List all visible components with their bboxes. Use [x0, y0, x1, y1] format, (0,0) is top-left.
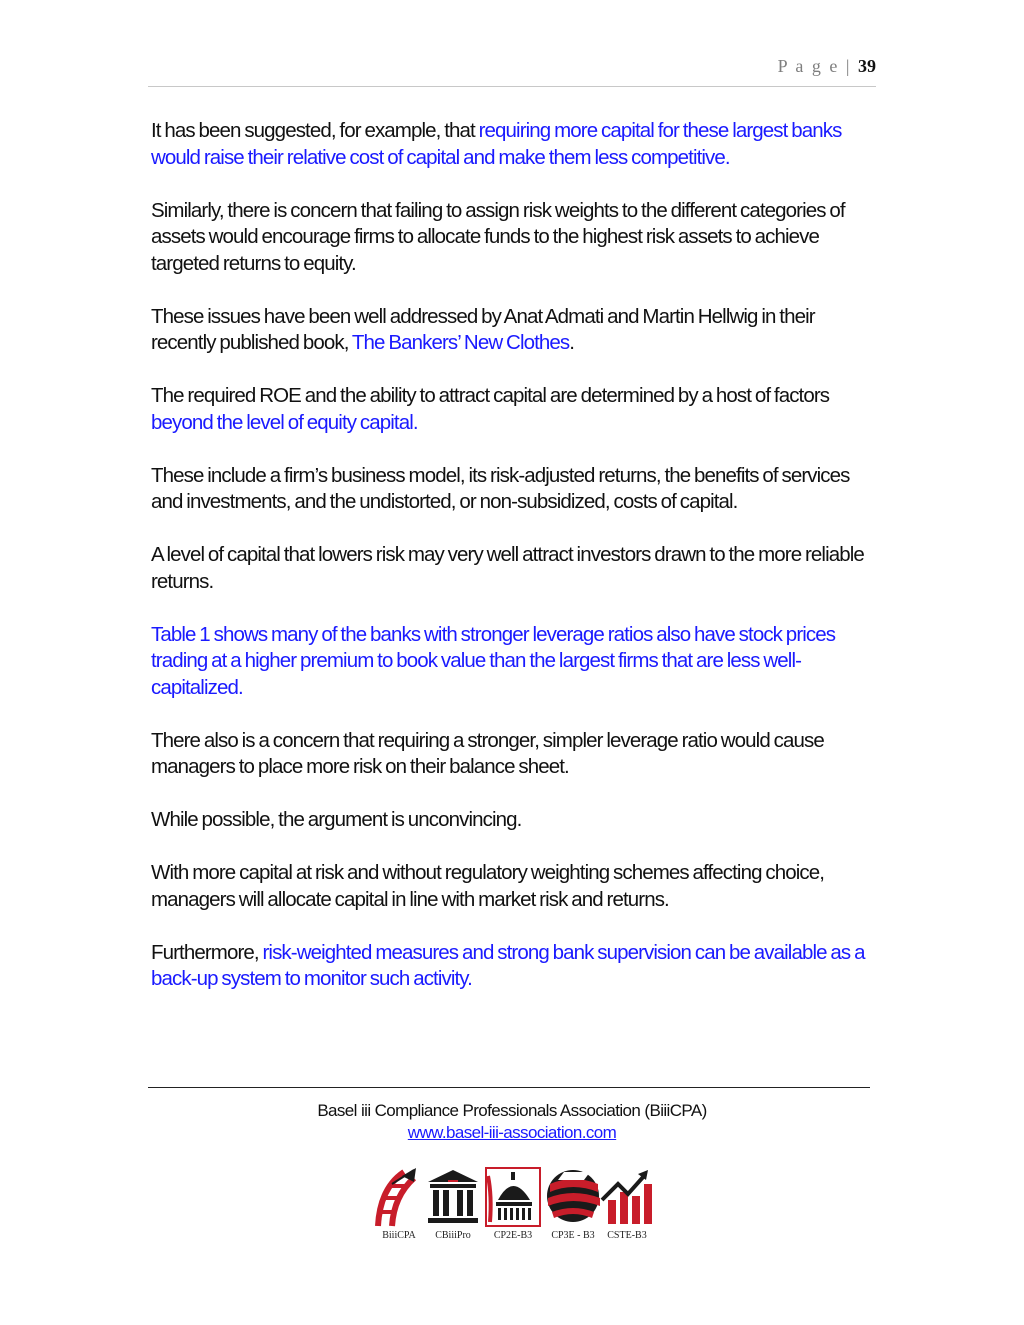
body-text-segment: A level of capital that lowers risk may very well attract investors drawn to the more reliable returns. [151, 543, 864, 593]
body-text-segment: Similarly, there is concern that failing to assign risk weights to the different categories of assets would encourage firms to allocate funds to the highest risk assets to achieve targeted returns to equity. [151, 198, 845, 275]
page-header [148, 56, 876, 87]
logo-label: BiiiCPA [382, 1230, 416, 1241]
body-text-segment: With more capital at risk and without regulatory weighting schemes affecting choice, managers will allocate capital in line with market risk and returns. [151, 861, 825, 911]
highlighted-text: risk-weighted measures and strong bank supervision can be available as a back-up system to monitor such activity. [151, 940, 865, 990]
logo-label: CP2E-B3 [493, 1230, 533, 1241]
capitol-dome-icon [484, 1166, 542, 1228]
logo-strip [370, 1166, 660, 1246]
paragraph [151, 622, 876, 702]
highlighted-text: beyond the level of equity capital. [151, 410, 418, 434]
chart-arrow-icon [598, 1166, 656, 1228]
paragraph [151, 940, 876, 993]
highlighted-text: Table 1 shows many of the banks with stronger leverage ratios also have stock prices trading at a higher premium to book value than the largest firms that are less well-capitalized. [151, 622, 836, 699]
body-text-segment: Furthermore, [151, 940, 263, 964]
paragraph [151, 304, 876, 357]
paragraph [151, 807, 876, 834]
highlighted-text: requiring more capital for these largest banks would raise their relative cost of capital and make them less competitive. [151, 119, 842, 169]
paragraph [151, 860, 876, 913]
cp2e-b3-logo [484, 1166, 542, 1246]
body-text-segment: While possible, the argument is unconvincing. [151, 808, 522, 831]
globe-stripes-icon [544, 1166, 602, 1228]
paragraph [151, 383, 876, 436]
page-number: 39 [858, 56, 876, 76]
cbiiipro-logo [424, 1166, 482, 1246]
page-separator: | [845, 56, 852, 76]
cste-b3-logo [598, 1166, 656, 1246]
body-text-segment: These include a firm’s business model, its risk-adjusted returns, the benefits of services and investments, and the undistorted, or non-subsidized, costs of capital. [151, 463, 850, 513]
paragraph [151, 463, 876, 516]
body-text-segment: These issues have been well addressed by Anat Admati and Martin Hellwig in their recently published book, [151, 304, 815, 354]
columns-building-icon [424, 1166, 482, 1228]
body-text-segment: There also is a concern that requiring a stronger, simpler leverage ratio would cause managers to place more risk on their balance sheet. [151, 728, 824, 778]
page-label: P a g e [777, 56, 840, 76]
highlighted-text: The Bankers’ New Clothes [351, 331, 570, 354]
body-text-segment: . [569, 331, 575, 354]
body-text-segment: It has been suggested, for example, that [151, 119, 479, 142]
body-text-segment: The required ROE and the ability to attract capital are determined by a host of factors [151, 384, 830, 407]
paragraph [151, 728, 876, 781]
paragraph [151, 542, 876, 595]
footer-website-link[interactable]: www.basel-iii-association.com [407, 1123, 617, 1142]
footer-divider [148, 1087, 870, 1088]
logo-label: CBiiiPro [435, 1230, 471, 1241]
ladder-arrow-icon [370, 1166, 428, 1228]
paragraph [151, 198, 876, 278]
logo-label: CP3E - B3 [551, 1230, 595, 1241]
logo-label: CSTE-B3 [607, 1230, 647, 1241]
body-text [151, 118, 876, 1019]
footer-organization: Basel iii Compliance Professionals Association (BiiiCPA) [317, 1101, 707, 1120]
paragraph [151, 118, 876, 171]
